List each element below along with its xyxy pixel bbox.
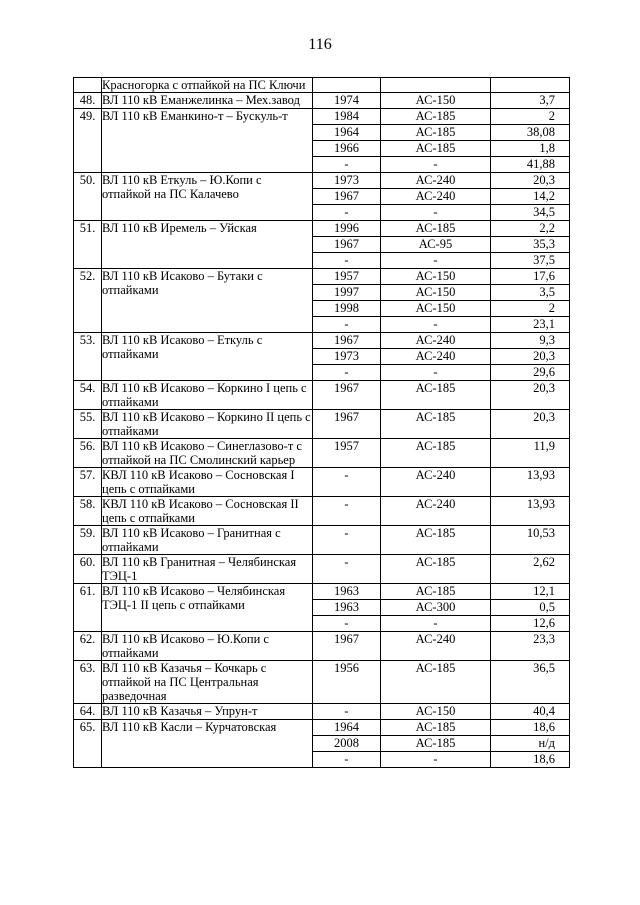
year-value: 1964 bbox=[313, 720, 380, 736]
line-name: ВЛ 110 кВ Исаково – Коркино II цепь с отпайками bbox=[102, 410, 311, 438]
table-row bbox=[74, 78, 570, 93]
wire-brand-cell bbox=[381, 704, 491, 720]
year-value: 1957 bbox=[313, 269, 380, 285]
year-value: 1967 bbox=[334, 632, 359, 646]
page-number: 116 bbox=[308, 36, 332, 53]
line-name: КВЛ 110 кВ Исаково – Сосновская I цепь с отпайками bbox=[102, 468, 313, 497]
row-number: 53. bbox=[74, 333, 102, 381]
year-cell bbox=[313, 720, 381, 768]
length-value: 29,6 bbox=[533, 365, 555, 379]
row-number: 58. bbox=[74, 497, 102, 526]
length-cell bbox=[491, 468, 570, 497]
year-cell bbox=[313, 704, 381, 720]
year-cell bbox=[313, 173, 381, 221]
row-number: 63. bbox=[74, 661, 102, 704]
year-cell bbox=[313, 221, 381, 269]
wire-brand-value: АС-150 bbox=[415, 93, 456, 107]
wire-brand-cell bbox=[381, 109, 491, 173]
year-value: - bbox=[344, 616, 349, 630]
year-cell bbox=[313, 410, 381, 439]
year-value: 1963 bbox=[313, 584, 380, 600]
year-value: 2008 bbox=[313, 736, 380, 752]
wire-brand-value: АС-150 bbox=[381, 301, 490, 317]
table-row bbox=[74, 468, 570, 497]
length-cell bbox=[491, 661, 570, 704]
table-row bbox=[74, 661, 570, 704]
length-value: 1,8 bbox=[491, 141, 569, 157]
year-value: 1998 bbox=[313, 301, 380, 317]
length-value: 11,9 bbox=[533, 439, 555, 453]
row-number: 59. bbox=[74, 526, 102, 555]
wire-brand-value: - bbox=[433, 157, 438, 171]
year-value: - bbox=[344, 468, 349, 482]
length-cell bbox=[491, 584, 570, 632]
row-number: 56. bbox=[74, 439, 102, 468]
row-number: 61. bbox=[74, 584, 102, 632]
row-number: 52. bbox=[74, 269, 102, 333]
wire-brand-cell bbox=[381, 468, 491, 497]
table-row bbox=[74, 269, 570, 333]
length-value: 36,5 bbox=[533, 661, 555, 675]
year-value: - bbox=[344, 317, 349, 331]
table-row bbox=[74, 381, 570, 410]
year-value: - bbox=[344, 526, 349, 540]
year-cell bbox=[313, 93, 381, 109]
length-cell bbox=[491, 704, 570, 720]
line-name: ВЛ 110 кВ Гранитная – Челябинская ТЭЦ-1 bbox=[102, 555, 313, 584]
length-value: 41,88 bbox=[526, 157, 555, 171]
wire-brand-value: АС-185 bbox=[381, 221, 490, 237]
length-value: 0,5 bbox=[491, 600, 569, 616]
wire-brand-cell bbox=[381, 632, 491, 661]
line-name: ВЛ 110 кВ Еманкино-т – Бускуль-т bbox=[102, 109, 313, 173]
length-value: 20,3 bbox=[491, 349, 569, 365]
year-value: 1967 bbox=[313, 333, 380, 349]
wire-brand-value: АС-240 bbox=[381, 333, 490, 349]
year-cell bbox=[313, 333, 381, 381]
line-name: ВЛ 110 кВ Исаково – Гранитная с отпайками bbox=[102, 526, 313, 555]
year-value: 1964 bbox=[313, 125, 380, 141]
year-value: 1984 bbox=[313, 109, 380, 125]
wire-brand-value: АС-185 bbox=[415, 555, 456, 569]
year-value: 1997 bbox=[313, 285, 380, 301]
table-row bbox=[74, 632, 570, 661]
wire-brand-cell bbox=[381, 720, 491, 768]
wire-brand-value: - bbox=[433, 365, 438, 379]
year-value: - bbox=[344, 555, 349, 569]
wire-brand-cell bbox=[381, 221, 491, 269]
length-cell bbox=[491, 381, 570, 410]
wire-brand-value: АС-185 bbox=[415, 381, 456, 395]
length-cell bbox=[491, 555, 570, 584]
wire-brand-cell bbox=[381, 269, 491, 333]
length-value: 2 bbox=[491, 109, 569, 125]
table-row bbox=[74, 410, 570, 439]
year-value: 1956 bbox=[334, 661, 359, 675]
length-value: 17,6 bbox=[491, 269, 569, 285]
year-value: - bbox=[344, 497, 349, 511]
wire-brand-value: АС-240 bbox=[381, 173, 490, 189]
length-value: 2 bbox=[491, 301, 569, 317]
wire-brand-value: АС-240 bbox=[381, 349, 490, 365]
wire-brand-value: АС-150 bbox=[415, 704, 456, 718]
length-cell bbox=[491, 221, 570, 269]
length-cell bbox=[491, 78, 570, 93]
row-number: 55. bbox=[74, 410, 102, 439]
year-value: - bbox=[344, 205, 349, 219]
row-number: 57. bbox=[74, 468, 102, 497]
wire-brand-value: АС-240 bbox=[415, 497, 456, 511]
wire-brand-value: АС-185 bbox=[415, 526, 456, 540]
year-value: 1974 bbox=[334, 93, 359, 107]
length-value: 12,6 bbox=[533, 616, 555, 630]
line-name: ВЛ 110 кВ Казачья – Упрун-т bbox=[102, 704, 313, 720]
table-row bbox=[74, 555, 570, 584]
wire-brand-value: - bbox=[433, 317, 438, 331]
length-value: 20,3 bbox=[533, 381, 555, 395]
length-value: 38,08 bbox=[491, 125, 569, 141]
year-cell bbox=[313, 439, 381, 468]
wire-brand-value: АС-150 bbox=[381, 285, 490, 301]
wire-brand-value: - bbox=[433, 253, 438, 267]
length-value: 3,7 bbox=[539, 93, 555, 107]
length-cell bbox=[491, 720, 570, 768]
wire-brand-value: - bbox=[433, 616, 438, 630]
wire-brand-value: - bbox=[433, 752, 438, 766]
wire-brand-cell bbox=[381, 555, 491, 584]
table-row bbox=[74, 173, 570, 221]
length-cell bbox=[491, 173, 570, 221]
line-name: ВЛ 110 кВ Еткуль – Ю.Копи с отпайкой на ПС Калачево bbox=[102, 173, 313, 221]
table-row bbox=[74, 221, 570, 269]
length-value: 13,93 bbox=[526, 497, 555, 511]
length-value: 34,5 bbox=[533, 205, 555, 219]
length-value: 18,6 bbox=[533, 752, 555, 766]
year-cell bbox=[313, 381, 381, 410]
length-value: 12,1 bbox=[491, 584, 569, 600]
year-value: 1967 bbox=[313, 189, 380, 205]
row-number: 50. bbox=[74, 173, 102, 221]
table-row bbox=[74, 439, 570, 468]
line-name: КВЛ 110 кВ Исаково – Сосновская II цепь с отпайками bbox=[102, 497, 313, 526]
wire-brand-cell bbox=[381, 333, 491, 381]
length-cell bbox=[491, 269, 570, 333]
line-name: Красногорка с отпайкой на ПС Ключи bbox=[102, 78, 313, 93]
row-number: 65. bbox=[74, 720, 102, 768]
table-row bbox=[74, 720, 570, 768]
year-value: - bbox=[344, 704, 349, 718]
line-name: ВЛ 110 кВ Казачья – Кочкарь с отпайкой на ПС Центральная разведочная bbox=[102, 661, 313, 704]
line-name: ВЛ 110 кВ Исаково – Челябинская ТЭЦ-1 II цепь с отпайками bbox=[102, 584, 313, 632]
line-name: ВЛ 110 кВ Иремель – Уйская bbox=[102, 221, 313, 269]
wire-brand-cell bbox=[381, 410, 491, 439]
power-lines-table bbox=[73, 77, 570, 768]
wire-brand-value: АС-185 bbox=[381, 736, 490, 752]
length-value: 35,3 bbox=[491, 237, 569, 253]
year-value: - bbox=[344, 157, 349, 171]
year-value: 1966 bbox=[313, 141, 380, 157]
wire-brand-value: АС-240 bbox=[415, 632, 456, 646]
row-number: 64. bbox=[74, 704, 102, 720]
row-number: 49. bbox=[74, 109, 102, 173]
wire-brand-cell bbox=[381, 439, 491, 468]
wire-brand-value: АС-185 bbox=[381, 141, 490, 157]
wire-brand-value: АС-185 bbox=[415, 661, 456, 675]
wire-brand-cell bbox=[381, 93, 491, 109]
wire-brand-value: АС-240 bbox=[381, 189, 490, 205]
table-row bbox=[74, 526, 570, 555]
year-cell bbox=[313, 555, 381, 584]
line-name: ВЛ 110 кВ Исаково – Синеглазово-т с отпайкой на ПС Смолинский карьер bbox=[102, 439, 313, 468]
wire-brand-cell bbox=[381, 78, 491, 93]
year-cell bbox=[313, 661, 381, 704]
year-cell bbox=[313, 109, 381, 173]
wire-brand-value: АС-240 bbox=[415, 468, 456, 482]
year-value: 1996 bbox=[313, 221, 380, 237]
row-number: 60. bbox=[74, 555, 102, 584]
length-value: 20,3 bbox=[533, 410, 555, 424]
row-number: 54. bbox=[74, 381, 102, 410]
length-value: 13,93 bbox=[526, 468, 555, 482]
length-value: 18,6 bbox=[491, 720, 569, 736]
year-value: - bbox=[344, 253, 349, 267]
wire-brand-value: АС-185 bbox=[415, 410, 456, 424]
table-row bbox=[74, 704, 570, 720]
year-cell bbox=[313, 584, 381, 632]
year-value: 1957 bbox=[334, 439, 359, 453]
row-number: 51. bbox=[74, 221, 102, 269]
year-value: 1967 bbox=[334, 410, 359, 424]
length-cell bbox=[491, 93, 570, 109]
year-cell bbox=[313, 78, 381, 93]
line-name: ВЛ 110 кВ Исаково – Ю.Копи с отпайками bbox=[102, 632, 313, 661]
length-value: 9,3 bbox=[491, 333, 569, 349]
year-cell bbox=[313, 526, 381, 555]
row-number bbox=[74, 78, 102, 93]
length-value: 3,5 bbox=[491, 285, 569, 301]
length-cell bbox=[491, 333, 570, 381]
wire-brand-value: - bbox=[433, 205, 438, 219]
table-row bbox=[74, 584, 570, 632]
wire-brand-cell bbox=[381, 381, 491, 410]
line-name: ВЛ 110 кВ Исаково – Коркино I цепь с отпайками bbox=[102, 381, 313, 410]
wire-brand-value: АС-300 bbox=[381, 600, 490, 616]
wire-brand-value: АС-150 bbox=[381, 269, 490, 285]
year-value: 1963 bbox=[313, 600, 380, 616]
wire-brand-cell bbox=[381, 661, 491, 704]
length-value: 2,62 bbox=[533, 555, 555, 569]
length-cell bbox=[491, 410, 570, 439]
line-name: ВЛ 110 кВ Исаково – Еткуль с отпайками bbox=[102, 333, 313, 381]
wire-brand-cell bbox=[381, 497, 491, 526]
table-row bbox=[74, 497, 570, 526]
year-value: 1967 bbox=[313, 237, 380, 253]
table-row bbox=[74, 333, 570, 381]
wire-brand-cell bbox=[381, 173, 491, 221]
length-cell bbox=[491, 526, 570, 555]
length-value: 2,2 bbox=[491, 221, 569, 237]
length-cell bbox=[491, 439, 570, 468]
wire-brand-value: АС-185 bbox=[415, 439, 456, 453]
length-value: 40,4 bbox=[533, 704, 555, 718]
wire-brand-value: АС-185 bbox=[381, 109, 490, 125]
year-value: - bbox=[344, 365, 349, 379]
row-number: 48. bbox=[74, 93, 102, 109]
length-value: н/д bbox=[491, 736, 569, 752]
line-name: ВЛ 110 кВ Еманжелинка – Мех.завод bbox=[102, 93, 313, 109]
table-row bbox=[74, 93, 570, 109]
length-value: 10,53 bbox=[526, 526, 555, 540]
length-value: 14,2 bbox=[491, 189, 569, 205]
wire-brand-value: АС-95 bbox=[381, 237, 490, 253]
wire-brand-cell bbox=[381, 526, 491, 555]
year-value: 1973 bbox=[313, 173, 380, 189]
table-row bbox=[74, 109, 570, 173]
year-value: - bbox=[344, 752, 349, 766]
wire-brand-value: АС-185 bbox=[381, 125, 490, 141]
length-cell bbox=[491, 109, 570, 173]
length-cell bbox=[491, 497, 570, 526]
year-cell bbox=[313, 269, 381, 333]
year-cell bbox=[313, 497, 381, 526]
length-value: 20,3 bbox=[491, 173, 569, 189]
year-value: 1967 bbox=[334, 381, 359, 395]
row-number: 62. bbox=[74, 632, 102, 661]
wire-brand-value: АС-185 bbox=[381, 584, 490, 600]
length-value: 37,5 bbox=[533, 253, 555, 267]
year-cell bbox=[313, 468, 381, 497]
wire-brand-value: АС-185 bbox=[381, 720, 490, 736]
line-name: ВЛ 110 кВ Исаково – Бутаки с отпайками bbox=[102, 269, 313, 333]
length-value: 23,1 bbox=[533, 317, 555, 331]
length-cell bbox=[491, 632, 570, 661]
length-value: 23,3 bbox=[533, 632, 555, 646]
year-cell bbox=[313, 632, 381, 661]
line-name: ВЛ 110 кВ Касли – Курчатовская bbox=[102, 720, 313, 768]
year-value: 1973 bbox=[313, 349, 380, 365]
wire-brand-cell bbox=[381, 584, 491, 632]
